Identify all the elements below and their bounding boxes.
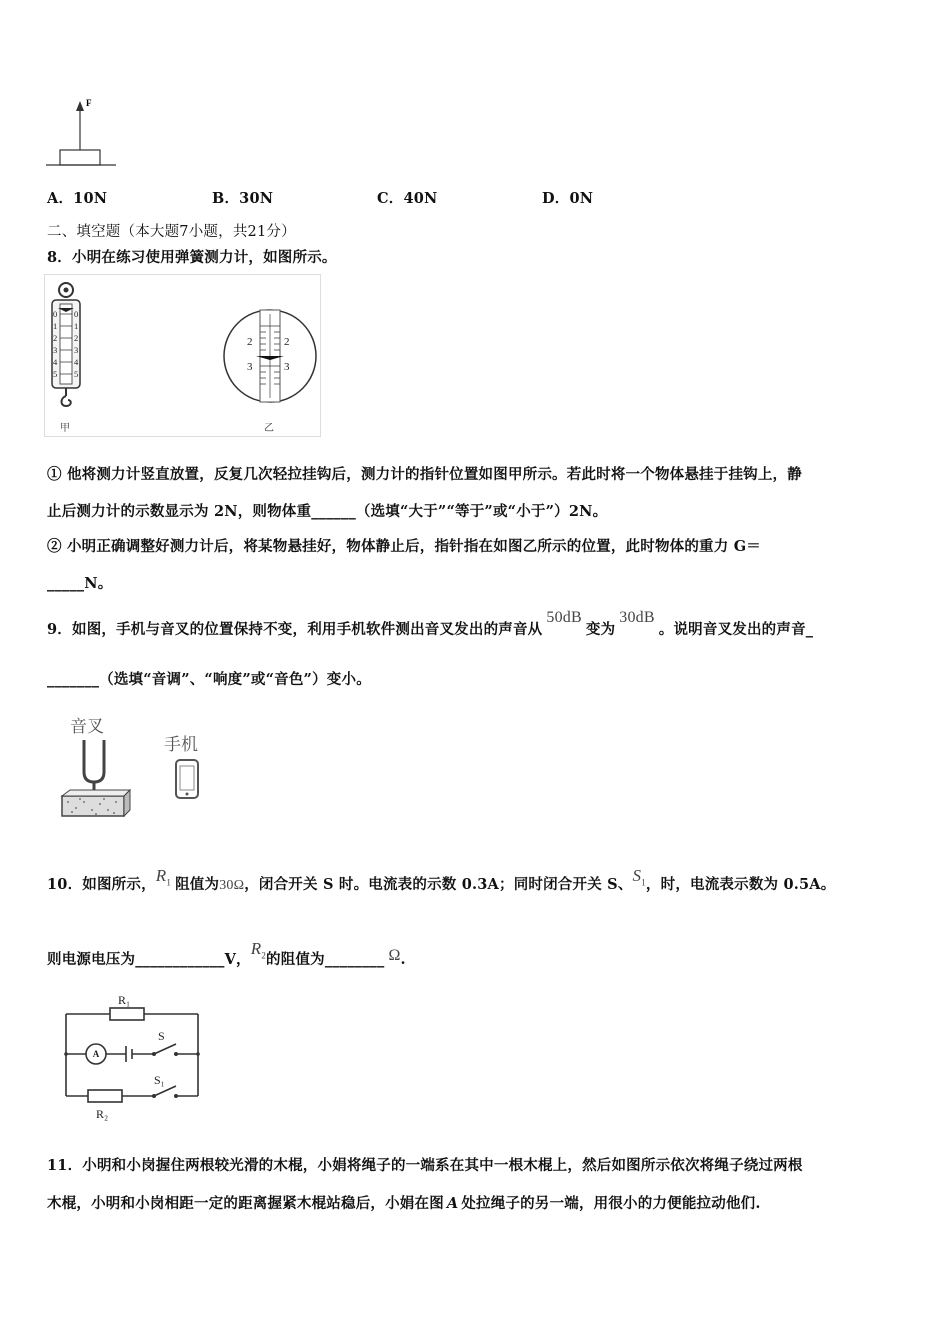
q10-r2-symbol — [250, 939, 267, 961]
caption-jia: 甲 — [60, 423, 70, 434]
fork-label: 音叉 — [70, 717, 104, 737]
q10-r1-symbol — [155, 866, 172, 888]
option-letter: B． — [212, 190, 240, 207]
option-text: 30N — [239, 190, 274, 207]
s1-letter: S — [632, 866, 642, 885]
q7-option-a — [47, 187, 107, 208]
section-title: 二、填空题（本大题7小题，共21分） — [47, 224, 296, 240]
q10-text-f: 的阻值为________ — [266, 951, 385, 968]
q7-option-d — [542, 187, 593, 208]
jia-tick-2-left: 2 — [53, 333, 58, 343]
q9-line2: _______（选填“音调”、“响度”或“音色”）变小。 — [47, 671, 371, 688]
circuit-s-label: S — [158, 1029, 165, 1043]
q11-point-a: A — [446, 1195, 459, 1212]
option-letter: C． — [377, 190, 404, 207]
q9-text-c: 。说明音叉发出的声音_ — [658, 621, 814, 638]
jia-tick-5-right: 5 — [74, 369, 79, 379]
q10-text-d: ，时，电流表示数为 0.5A。 — [645, 876, 836, 893]
jia-tick-2-right: 2 — [74, 333, 79, 343]
q10-ohm: Ω — [388, 947, 401, 964]
q9-value-from: 50dB — [546, 609, 582, 626]
jia-tick-3-left: 3 — [53, 345, 58, 355]
q11-line2 — [47, 1192, 761, 1213]
r1-letter: R — [155, 866, 167, 885]
yi-tick-3-right: 3 — [284, 361, 290, 373]
q9-tuning-fork-figure — [56, 712, 226, 822]
q10-text-c: ，闭合开关 S 时。电流表的示数 0.3A；同时闭合开关 S、 — [244, 876, 633, 893]
yi-tick-3-left: 3 — [247, 361, 253, 373]
q10-s1-symbol — [632, 866, 646, 888]
s1-subscript: 1 — [641, 877, 646, 888]
q7-option-c — [377, 187, 438, 208]
option-text: 40N — [403, 190, 438, 207]
force-label: F — [86, 98, 92, 108]
circuit-s1-label: S₁ — [154, 1073, 165, 1087]
jia-tick-4-left: 4 — [53, 357, 58, 367]
q11-text-b: 处拉绳子的另一端，用很小的力便能拉动他们. — [461, 1195, 761, 1212]
q9-line1 — [47, 609, 814, 639]
option-text: 0N — [569, 190, 594, 207]
yi-tick-2-left: 2 — [247, 336, 253, 348]
q10-text-e: 则电源电压为____________V， — [47, 951, 251, 968]
q9-text-b: 变为 — [585, 621, 616, 638]
jia-tick-3-right: 3 — [74, 345, 79, 355]
circuit-r2-label: R₂ — [96, 1107, 109, 1121]
jia-tick-4-right: 4 — [74, 357, 79, 367]
circuit-r1-label: R₁ — [118, 993, 131, 1007]
yi-tick-2-right: 2 — [284, 336, 290, 348]
option-letter: D． — [542, 190, 570, 207]
r1-subscript: 1 — [166, 877, 172, 888]
q11-text-a: 木棍，小明和小岗相距一定的距离握紧木棍站稳后，小娟在图 — [47, 1195, 444, 1212]
q8-part1-line2: 止后测力计的示数显示为 2N，则物体重______（选填“大于”“等于”或“小于”）2N。 — [47, 503, 608, 520]
q10-text-b: 阻值为 — [175, 876, 220, 893]
q11-line1: 11．小明和小岗握住两根较光滑的木棍，小娟将绳子的一端系在其中一根木棍上，然后如图所示依次将绳子绕过两根 — [47, 1157, 803, 1174]
jia-tick-0-left: 0 — [53, 309, 58, 319]
q9-value-to: 30dB — [619, 609, 655, 626]
q7-force-figure — [40, 95, 130, 175]
phone-label: 手机 — [164, 735, 198, 755]
jia-tick-0-right: 0 — [74, 309, 79, 319]
q10-text-g: . — [400, 951, 406, 968]
option-letter: A． — [47, 190, 74, 207]
q7-option-b — [212, 187, 273, 208]
q10-r1-value: 30Ω — [219, 878, 245, 893]
q10-text-a: 10．如图所示， — [47, 876, 156, 893]
circuit-ammeter-label: A — [92, 1049, 100, 1059]
jia-tick-5-left: 5 — [53, 369, 58, 379]
q8-spring-scale-figure — [44, 274, 322, 438]
q8-part1-line1: ① 他将测力计竖直放置，反复几次轻拉挂钩后，测力计的指针位置如图甲所示。若此时将一个物体悬挂于挂钩上，静 — [47, 466, 802, 483]
option-text: 10N — [73, 190, 108, 207]
q8-stem: 8．小明在练习使用弹簧测力计，如图所示。 — [47, 249, 337, 266]
r2-subscript: 2 — [261, 950, 267, 961]
q10-line2 — [47, 939, 406, 970]
jia-tick-1-left: 1 — [53, 321, 58, 331]
q8-part2-line1: ② 小明正确调整好测力计后，将某物悬挂好，物体静止后，指针指在如图乙所示的位置，此时物体的重力 G＝ — [47, 538, 761, 555]
q9-text-a: 9．如图，手机与音叉的位置保持不变，利用手机软件测出音叉发出的声音从 — [47, 621, 543, 638]
q10-line1 — [47, 866, 836, 895]
jia-tick-1-right: 1 — [74, 321, 79, 331]
q10-circuit-diagram — [58, 992, 208, 1122]
caption-yi: 乙 — [264, 423, 274, 434]
r2-letter: R — [250, 939, 262, 958]
q8-part2-line2: _____N。 — [47, 575, 113, 592]
